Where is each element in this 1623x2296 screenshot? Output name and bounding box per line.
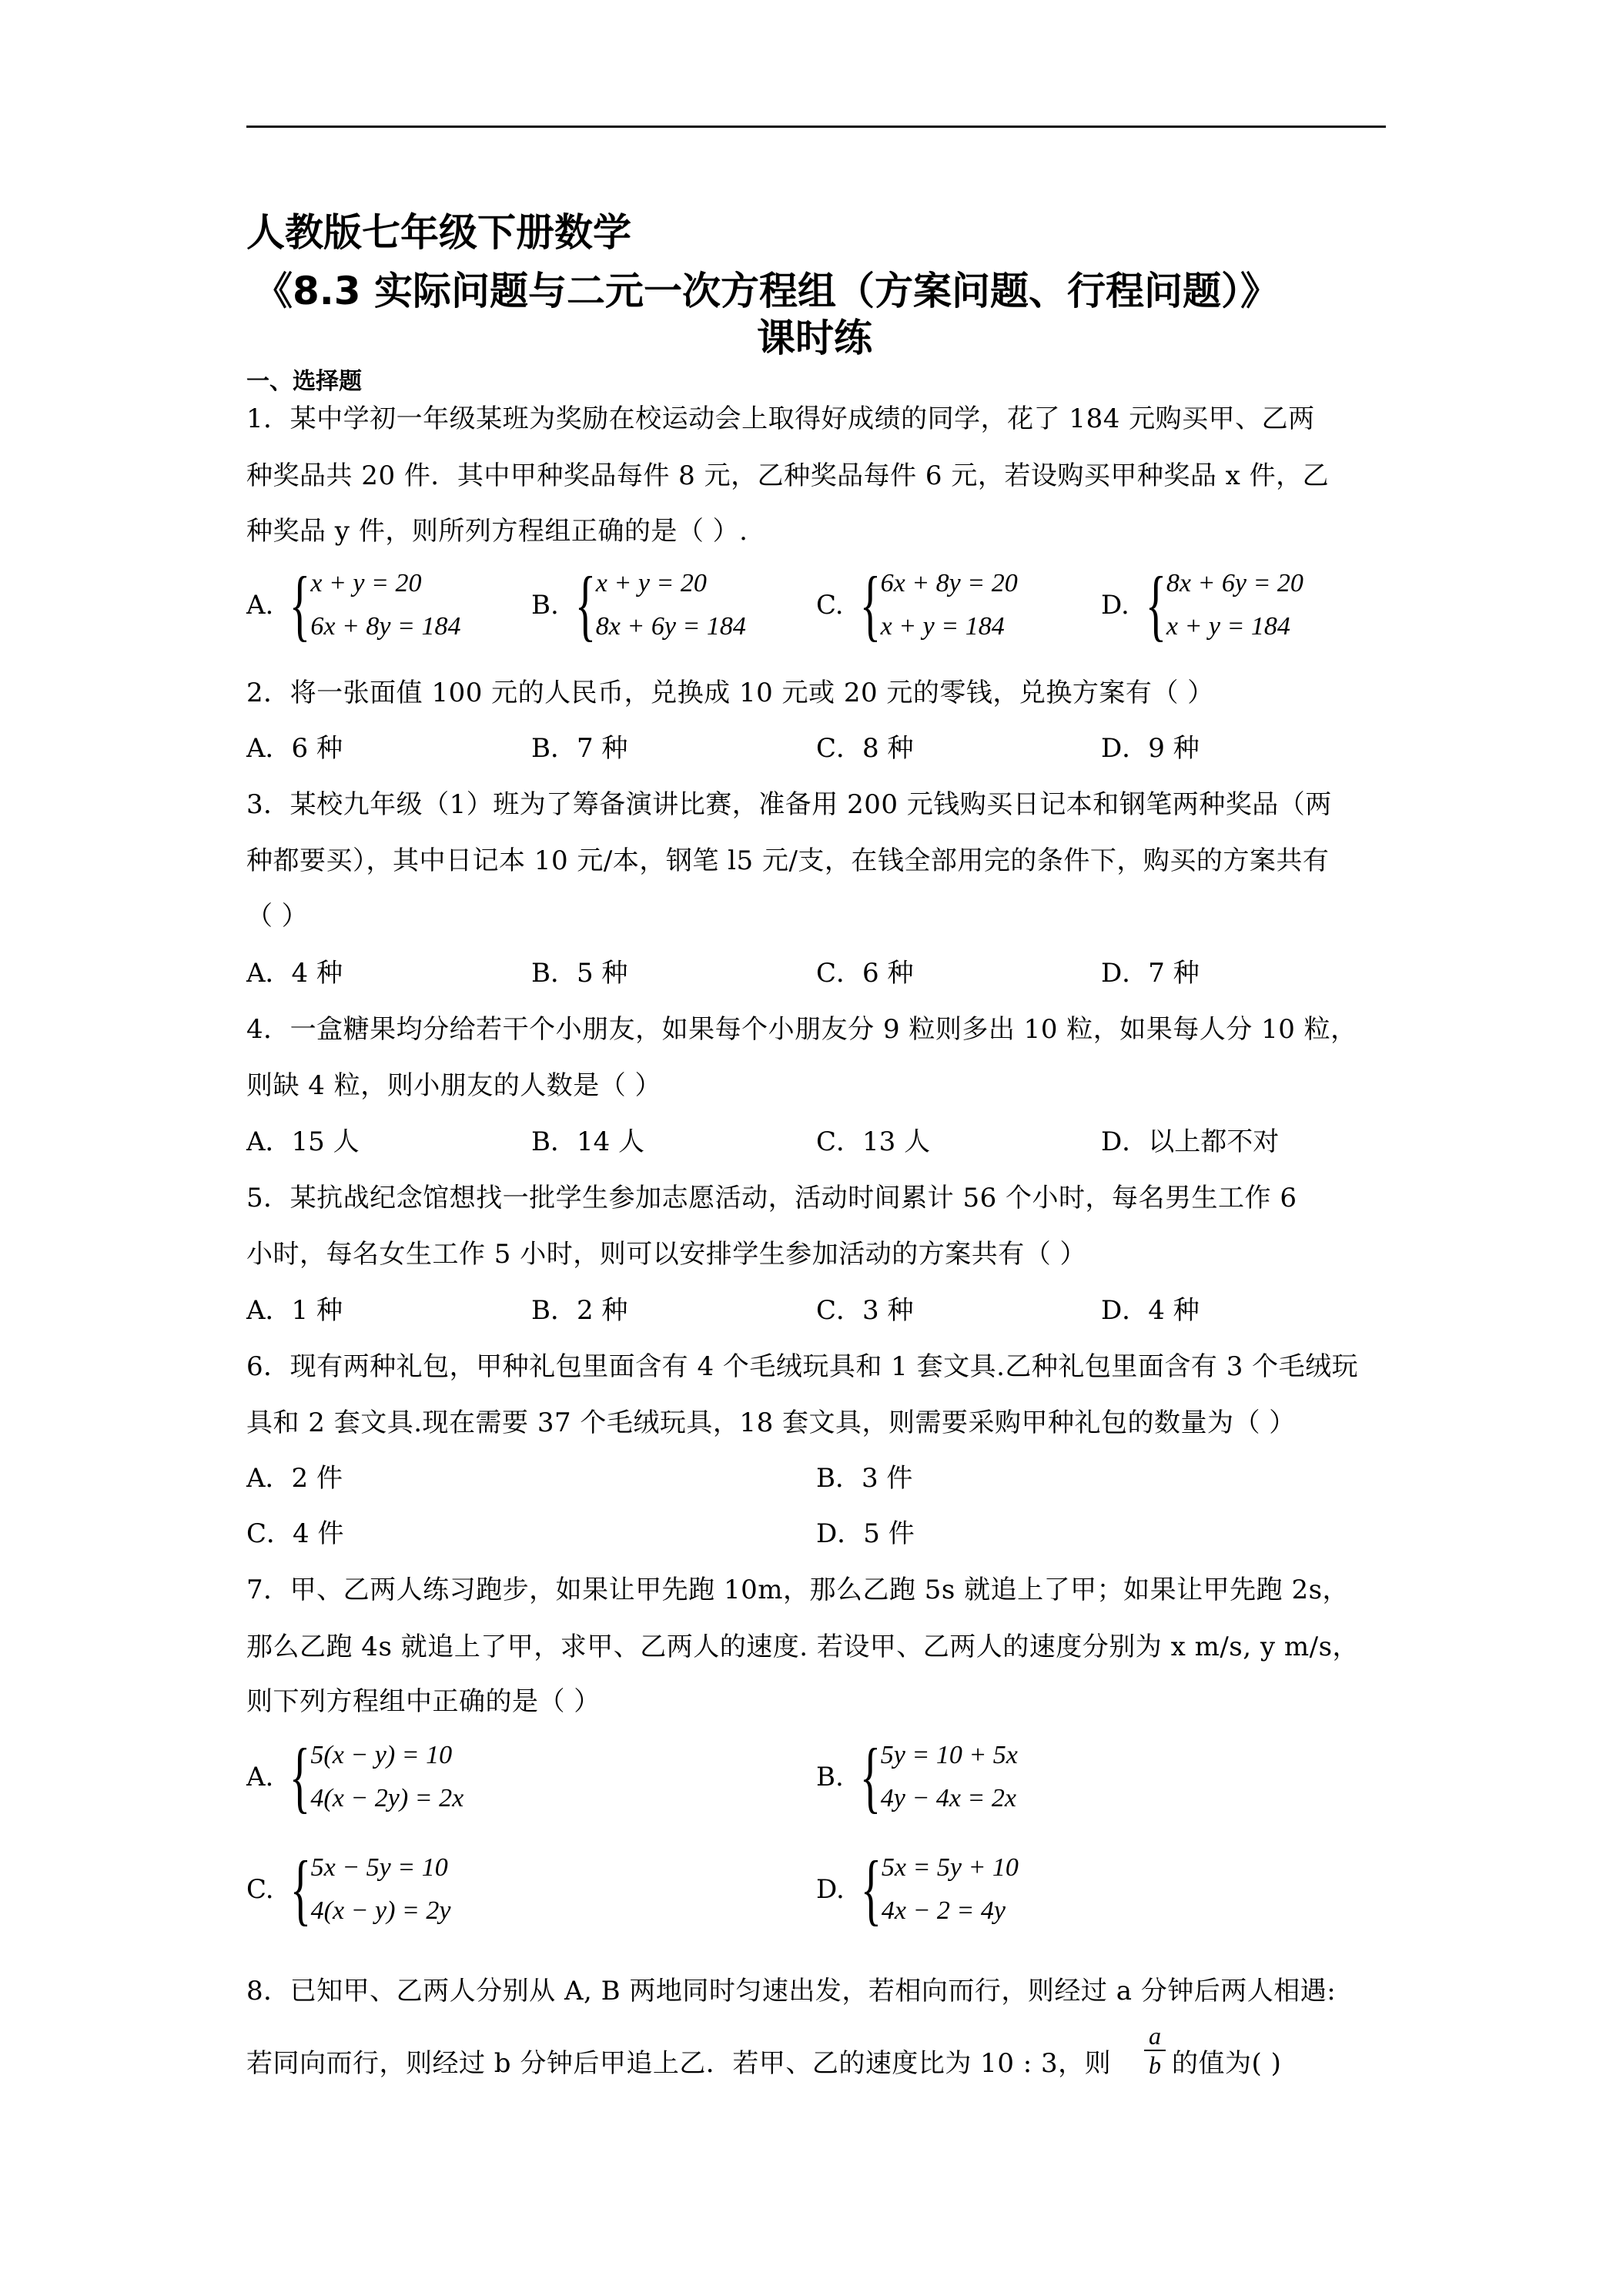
brace-icon: { [289,1732,311,1821]
q5-option-d[interactable]: D．4 种 [1101,1295,1200,1326]
equation: 6x + 8y = 20 [880,569,1018,597]
brace-icon: { [860,1845,882,1933]
header-rule [246,126,1386,128]
q2-option-d[interactable]: D．9 种 [1101,733,1200,764]
q5-option-a[interactable]: A．1 种 [246,1295,343,1326]
equation: 4(x − 2y) = 2x [310,1784,464,1812]
q7-option-d[interactable] [816,1846,1019,1933]
brace-icon: { [859,561,881,649]
q7-line-2: 那么乙跑 4s 就追上了甲，求甲、乙两人的速度. 若设甲、乙两人的速度分别为 x m/s, y m/s， [246,1632,1360,1662]
equation: 8x + 6y = 20 [1166,569,1303,597]
equation: 5x − 5y = 10 [310,1853,448,1882]
q2-option-a[interactable]: A．6 种 [246,733,343,764]
q2-option-c[interactable]: C．8 种 [816,733,914,764]
q3-line-3: （ ） [246,901,309,932]
equation: 4y − 4x = 2x [880,1784,1016,1812]
q1-option-c[interactable] [816,562,1018,648]
q2-line-1: 2．将一张面值 100 元的人民币，兑换成 10 元或 20 元的零钱，兑换方案有（ ） [246,678,1214,708]
brace-icon: { [859,1732,882,1821]
q7-option-b[interactable] [816,1734,1018,1820]
q1-option-d[interactable] [1101,562,1303,648]
brace-icon: { [574,561,597,649]
q3-option-a[interactable]: A．4 种 [246,958,343,989]
brace-icon: { [289,1845,311,1933]
title-line-2: 《8.3 实际问题与二元一次方程组（方案问题、行程问题）》 [254,269,1279,313]
q3-option-c[interactable]: C．6 种 [816,958,914,989]
brace-icon: { [1145,561,1167,649]
equation: x + y = 184 [880,612,1005,641]
q6-option-a[interactable]: A．2 件 [246,1463,343,1494]
equation: 4x − 2 = 4y [881,1896,1006,1925]
q4-option-d[interactable]: D．以上都不对 [1101,1126,1280,1157]
q1-line-3: 种奖品 y 件，则所列方程组正确的是（ ）. [246,516,748,547]
q4-option-c[interactable]: C．13 人 [816,1126,931,1157]
fraction-denominator: b [1149,2051,1161,2079]
q4-line-1: 4．一盒糖果均分给若干个小朋友，如果每个小朋友分 9 粒则多出 10 粒，如果每人分 10 粒， [246,1014,1357,1045]
title-line-1: 人教版七年级下册数学 [246,210,631,255]
fraction-numerator: a [1149,2022,1161,2050]
q7-line-1: 7．甲、乙两人练习跑步，如果让甲先跑 10m，那么乙跑 5s 就追上了甲；如果让甲先跑 2s， [246,1575,1350,1605]
equation: 5y = 10 + 5x [880,1741,1018,1769]
option-label: C. [246,1874,274,1905]
q3-option-d[interactable]: D．7 种 [1101,958,1200,989]
q1-option-a[interactable] [246,562,460,648]
q6-option-d[interactable]: D．5 件 [816,1518,915,1549]
q5-line-2: 小时，每名女生工作 5 小时，则可以安排学生参加活动的方案共有（ ） [246,1239,1087,1270]
equation: 6x + 8y = 184 [310,612,461,641]
equation: x + y = 20 [310,569,422,597]
option-label: D. [1101,590,1129,621]
title-line-3: 课时练 [757,316,872,360]
q2-option-b[interactable]: B．7 种 [531,733,628,764]
option-label: D. [816,1874,845,1905]
equation: 4(x − y) = 2y [310,1896,451,1925]
section-heading: 一、选择题 [246,368,362,395]
q7-line-3: 则下列方程组中正确的是（ ） [246,1686,601,1717]
q4-option-b[interactable]: B．14 人 [531,1126,645,1157]
q1-line-2: 种奖品共 20 件．其中甲种奖品每件 8 元，乙种奖品每件 6 元，若设购买甲种奖品 x 件，乙 [246,460,1330,491]
brace-icon: { [289,561,311,649]
option-label: A. [246,1762,274,1792]
equation: 8x + 6y = 184 [595,612,746,641]
option-label: B. [531,590,559,621]
q1-line-1: 1．某中学初一年级某班为奖励在校运动会上取得好成绩的同学，花了 184 元购买甲、乙两 [246,403,1315,434]
q6-option-c[interactable]: C．4 件 [246,1518,344,1549]
option-label: B. [816,1762,844,1792]
q3-line-1: 3．某校九年级（1）班为了筹备演讲比赛，准备用 200 元钱购买日记本和钢笔两种奖品（两 [246,789,1332,820]
equation: x + y = 20 [595,569,707,597]
q6-line-2: 具和 2 套文具.现在需要 37 个毛绒玩具，18 套文具，则需要采购甲种礼包的数量为（ ） [246,1407,1296,1438]
q4-line-2: 则缺 4 粒，则小朋友的人数是（ ） [246,1070,662,1101]
q3-line-2: 种都要买），其中日记本 10 元/本，钢笔 l5 元/支，在钱全部用完的条件下，购买的方案共有 [246,845,1330,876]
equation: 5x = 5y + 10 [881,1853,1019,1882]
q5-option-b[interactable]: B．2 种 [531,1295,628,1326]
q3-option-b[interactable]: B．5 种 [531,958,628,989]
q7-option-a[interactable] [246,1734,463,1820]
equation: 5(x − y) = 10 [310,1741,453,1769]
equation: x + y = 184 [1166,612,1290,641]
option-label: A. [246,590,274,621]
fraction-a-over-b [1144,2022,1166,2079]
q6-option-b[interactable]: B．3 件 [816,1463,913,1494]
q4-option-a[interactable]: A．15 人 [246,1126,360,1157]
q8-line-1: 8．已知甲、乙两人分别从 A, B 两地同时匀速出发，若相向而行，则经过 a 分钟后两人相遇: [246,1976,1337,2006]
q8-line-2-tail: 的值为( ) [1172,2048,1282,2079]
q8-line-2: 若同向而行，则经过 b 分钟后甲追上乙．若甲、乙的速度比为 10 : 3，则 [246,2048,1112,2079]
q7-option-c[interactable] [246,1846,450,1933]
q1-option-b[interactable] [531,562,746,648]
q5-option-c[interactable]: C．3 种 [816,1295,914,1326]
option-label: C. [816,590,844,621]
q6-line-1: 6．现有两种礼包，甲种礼包里面含有 4 个毛绒玩具和 1 套文具.乙种礼包里面含有 3 个毛绒玩 [246,1351,1359,1382]
q5-line-1: 5．某抗战纪念馆想找一批学生参加志愿活动，活动时间累计 56 个小时，每名男生工作 6 [246,1183,1297,1213]
